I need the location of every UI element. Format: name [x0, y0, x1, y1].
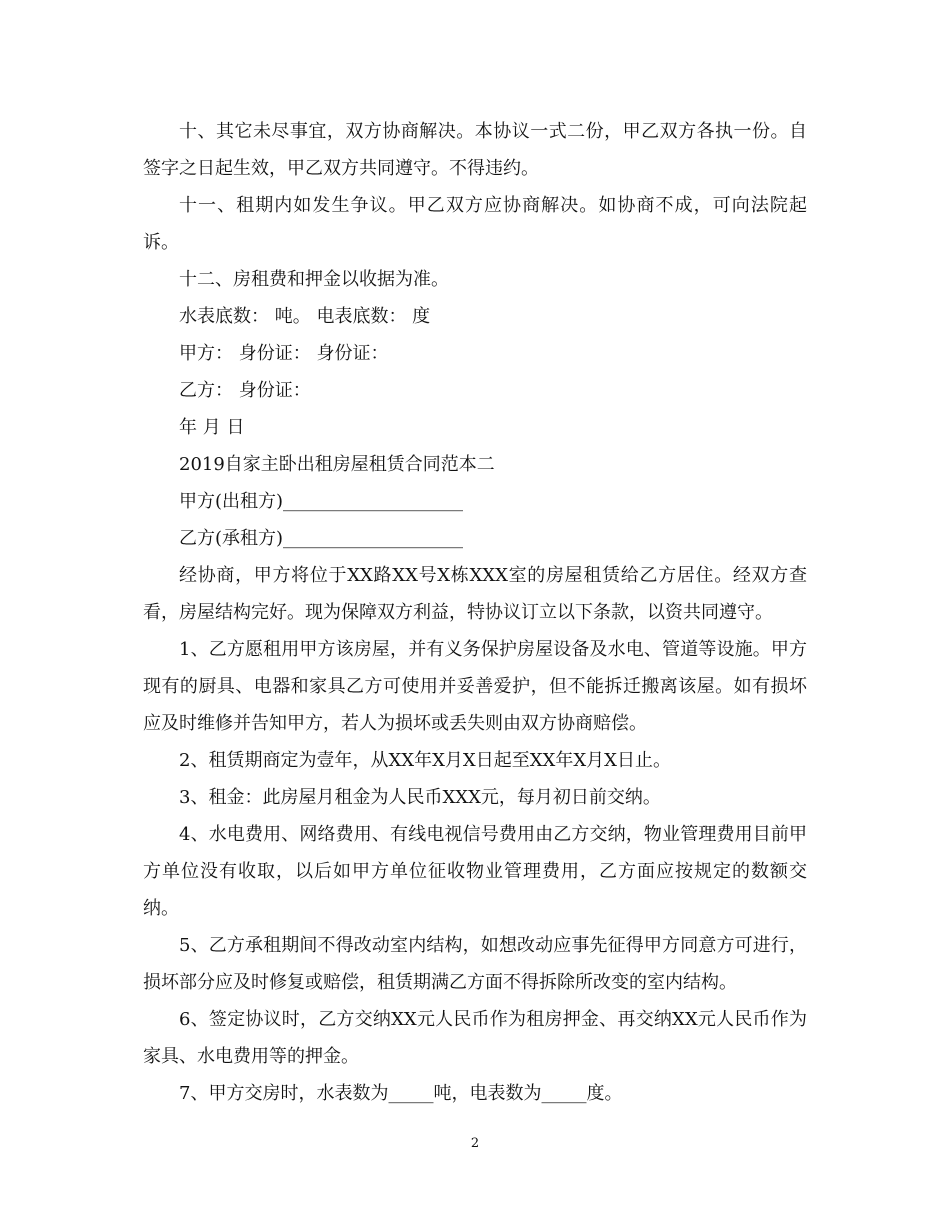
paragraph-item-5: 5、乙方承租期间不得改动室内结构，如想改动应事先征得甲方同意方可进行，损坏部分应及时修复或赔偿，租赁期满乙方面不得拆除所改变的室内结构。: [143, 935, 807, 993]
paragraph-clause-10: 十、其它未尽事宜，双方协商解决。本协议一式二份，甲乙双方各执一份。自签字之日起生效，甲乙双方共同遵守。不得违约。: [143, 121, 807, 179]
lessor-line: 甲方(出租方)____________________: [179, 491, 464, 512]
paragraph-clause-11: 十一、租期内如发生争议。甲乙双方应协商解决。如协商不成，可向法院起诉。: [143, 195, 807, 253]
paragraph-item-3: 3、租金：此房屋月租金为人民币XXX元，每月初日前交纳。: [179, 787, 661, 808]
paragraph-item-2: 2、租赁期商定为壹年，从XX年X月X日起至XX年X月X日止。: [179, 750, 671, 771]
paragraph-item-7: 7、甲方交房时，水表数为_____吨，电表数为_____度。: [179, 1083, 623, 1104]
paragraph-preamble: 经协商，甲方将位于XX路XX号X栋XXX室的房屋租赁给乙方居住。经双方查看，房屋结构完好。现为保障双方利益，特协议订立以下条款，以资共同遵守。: [143, 565, 807, 623]
page-number: 2: [470, 1136, 480, 1151]
party-a-signature-line: 甲方： 身份证： 身份证：: [179, 343, 389, 364]
paragraph-clause-12: 十二、房租费和押金以收据为准。: [179, 269, 449, 290]
meter-readings-line: 水表底数： 吨。 电表底数： 度: [179, 306, 431, 327]
party-b-signature-line: 乙方： 身份证：: [179, 380, 311, 401]
date-line: 年 月 日: [179, 417, 245, 438]
paragraph-item-1: 1、乙方愿租用甲方该房屋，并有义务保护房屋设备及水电、管道等设施。甲方现有的厨具、电器和家具乙方可使用并妥善爱护，但不能拆迁搬离该屋。如有损坏应及时维修并告知甲方，若人为损坏或丢失则由双方协商赔偿。: [143, 639, 807, 734]
document-body: [143, 113, 807, 1112]
paragraph-item-4: 4、水电费用、网络费用、有线电视信号费用由乙方交纳，物业管理费用目前甲方单位没有收取，以后如甲方单位征收物业管理费用，乙方面应按规定的数额交纳。: [143, 824, 807, 919]
lessee-line: 乙方(承租方)____________________: [179, 528, 464, 549]
contract-two-title: 2019自家主卧出租房屋租赁合同范本二: [179, 454, 495, 475]
paragraph-item-6: 6、签定协议时，乙方交纳XX元人民币作为租房押金、再交纳XX元人民币作为家具、水电费用等的押金。: [143, 1009, 807, 1067]
